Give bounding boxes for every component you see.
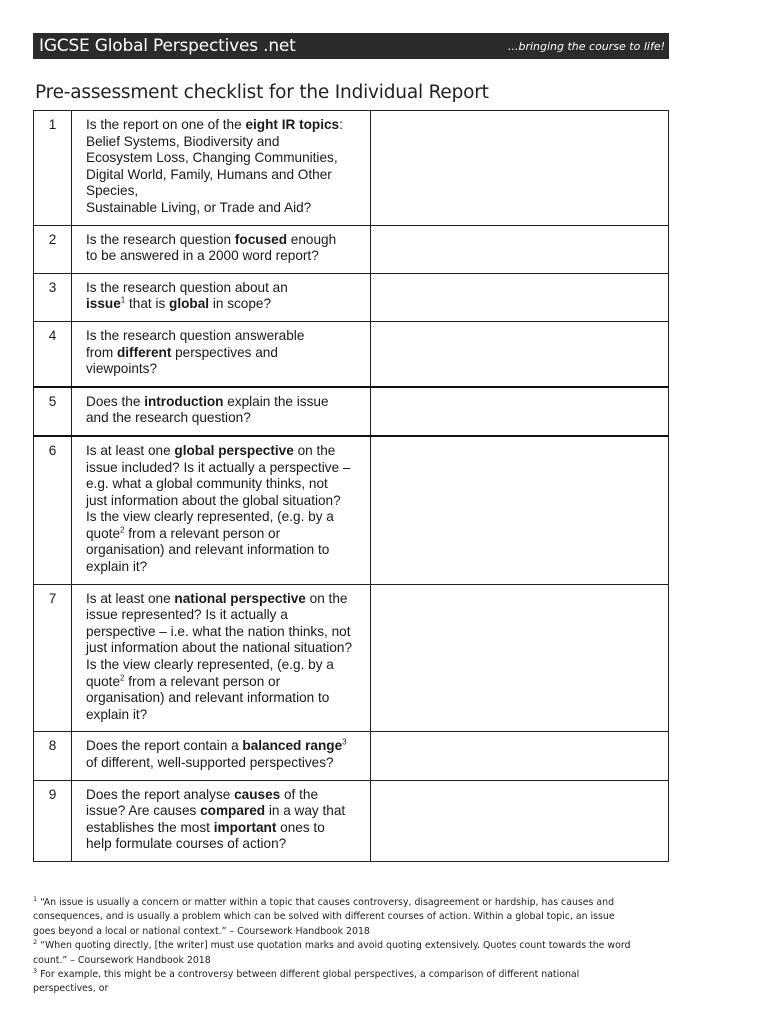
footnote-text: For example, this might be a controversy between different global perspectives, a comparison of different national perspectives, or (33, 969, 580, 995)
question-text: Does the report analyse (86, 786, 235, 802)
question-text: from a relevant person or (124, 673, 281, 689)
footnote-mark: 2 (33, 938, 38, 947)
emphasis-text: introduction (144, 393, 224, 409)
item-question (72, 732, 371, 780)
question-text: that is (125, 296, 170, 312)
emphasis-text: compared (200, 803, 266, 819)
page-title: Pre-assessment checklist for the Individual Report (35, 82, 489, 103)
checklist-row (34, 321, 669, 386)
question-text: organisation) and relevant information to (86, 690, 330, 706)
question-text: help formulate courses of action? (86, 836, 287, 852)
item-question (72, 225, 371, 273)
emphasis-text: issue (86, 296, 121, 312)
question-text: Is the view clearly represented, (e.g. by a (86, 509, 334, 525)
item-question (72, 436, 371, 584)
emphasis-text: important (213, 819, 277, 835)
question-text: enough (287, 231, 337, 247)
item-number: 8 (34, 732, 72, 780)
question-text: issue included? Is it actually a perspective – (86, 459, 351, 475)
response-cell[interactable] (371, 584, 669, 732)
item-number: 1 (34, 111, 72, 226)
response-cell[interactable] (371, 780, 669, 861)
checklist-row (34, 225, 669, 273)
emphasis-text: focused (234, 231, 287, 247)
footnote-ref: 3 (342, 737, 347, 747)
question-text: Sustainable Living, or Trade and Aid? (86, 199, 312, 215)
question-text: just information about the global situation? (86, 492, 341, 508)
question-text: : (339, 117, 343, 132)
checklist-table (33, 110, 669, 862)
emphasis-text: causes (234, 786, 281, 802)
question-text: Is at least one (86, 442, 175, 458)
site-banner (33, 33, 669, 59)
question-text: quote (86, 525, 121, 541)
question-text: Is the research question about an (86, 279, 288, 295)
emphasis-text: different (116, 344, 172, 360)
question-text: e.g. what a global community thinks, not (86, 476, 328, 492)
checklist-row (34, 732, 669, 780)
question-text: Is at least one (86, 590, 175, 606)
response-cell[interactable] (371, 273, 669, 321)
footnotes (33, 896, 633, 997)
question-text: issue represented? Is it actually a (86, 607, 288, 623)
footnote-mark: 3 (33, 966, 38, 975)
question-text: of different, well-supported perspectives? (86, 755, 334, 770)
question-text: Is the research question answerable (86, 327, 305, 343)
response-cell[interactable] (371, 436, 669, 584)
item-number: 7 (34, 584, 72, 732)
footnote-text: “When quoting directly, [the writer] must use quotation marks and avoid quoting extensively. Quotes count towards the word count.” – Coursework Handbook 2018 (33, 940, 631, 966)
question-text: Is the report on one of the (86, 117, 246, 132)
question-text: on the (293, 442, 336, 458)
response-cell[interactable] (371, 111, 669, 226)
item-number: 9 (34, 780, 72, 861)
checklist-row (34, 387, 669, 436)
question-text: perspective – i.e. what the nation thinks, not (86, 623, 351, 639)
emphasis-text: global perspective (174, 442, 294, 458)
item-number: 6 (34, 436, 72, 584)
item-number: 2 (34, 225, 72, 273)
question-text: Species, (86, 183, 139, 199)
emphasis-text: national perspective (174, 590, 306, 606)
question-text: in a way that (265, 803, 346, 819)
footnote (33, 939, 633, 968)
item-question (72, 321, 371, 386)
question-text: Is the research question (86, 231, 235, 247)
question-text: Ecosystem Loss, Changing Communities, (86, 150, 338, 166)
checklist-row (34, 780, 669, 861)
item-number: 4 (34, 321, 72, 386)
checklist-row (34, 111, 669, 226)
response-cell[interactable] (371, 225, 669, 273)
question-text: Belief Systems, Biodiversity and (86, 133, 280, 149)
checklist-row (34, 584, 669, 732)
question-text: establishes the most (86, 819, 214, 835)
question-text: on the (305, 590, 348, 606)
question-text: perspectives and (171, 344, 278, 360)
question-text: from (86, 344, 117, 360)
footnote (33, 896, 633, 939)
response-cell[interactable] (371, 732, 669, 780)
item-question (72, 387, 371, 436)
item-number: 3 (34, 273, 72, 321)
question-text: just information about the national situation? (86, 640, 353, 656)
question-text: viewpoints? (86, 361, 158, 377)
question-text: in scope? (209, 296, 272, 312)
footnote (33, 968, 633, 997)
question-text: and the research question? (86, 410, 251, 426)
footnote-mark: 1 (33, 894, 38, 903)
question-text: Digital World, Family, Humans and Other (86, 166, 332, 182)
question-text: explain the issue (223, 393, 329, 409)
checklist-body (34, 111, 669, 862)
question-text: from a relevant person or (124, 525, 281, 541)
question-text: Does the report contain a (86, 738, 243, 754)
item-question (72, 273, 371, 321)
question-text: explain it? (86, 706, 148, 722)
item-question (72, 111, 371, 226)
response-cell[interactable] (371, 387, 669, 436)
footnote-ref: 1 (120, 295, 126, 305)
item-number: 5 (34, 387, 72, 436)
emphasis-text: global (169, 296, 210, 312)
emphasis-text: eight IR topics (245, 117, 340, 132)
question-text: to be answered in a 2000 word report? (86, 248, 319, 264)
question-text: organisation) and relevant information to (86, 542, 330, 558)
response-cell[interactable] (371, 321, 669, 386)
checklist-row (34, 436, 669, 584)
footnote-ref: 2 (120, 673, 125, 683)
emphasis-text: balanced range (242, 738, 343, 754)
item-question (72, 780, 371, 861)
footnote-text: “An issue is usually a concern or matter within a topic that causes controversy, disagreement or hardship, has causes and consequences, and is usually a problem which can be solved with different courses of action. Within a global topic, an issue goes beyond a local or national context.” – Coursework Handbook 2018 (33, 897, 615, 937)
question-text: of the (280, 786, 319, 802)
question-text: Does the (86, 393, 145, 409)
question-text: ones to (276, 819, 325, 835)
footnote-ref: 2 (120, 525, 125, 535)
item-question (72, 584, 371, 732)
question-text: explain it? (86, 559, 148, 575)
site-tagline: ...bringing the course to life! (507, 39, 665, 53)
question-text: quote (86, 673, 121, 689)
question-text: Is the view clearly represented, (e.g. by a (86, 657, 334, 673)
site-brand: IGCSE Global Perspectives .net (39, 36, 296, 56)
question-text: issue? Are causes (86, 803, 201, 819)
checklist-row (34, 273, 669, 321)
